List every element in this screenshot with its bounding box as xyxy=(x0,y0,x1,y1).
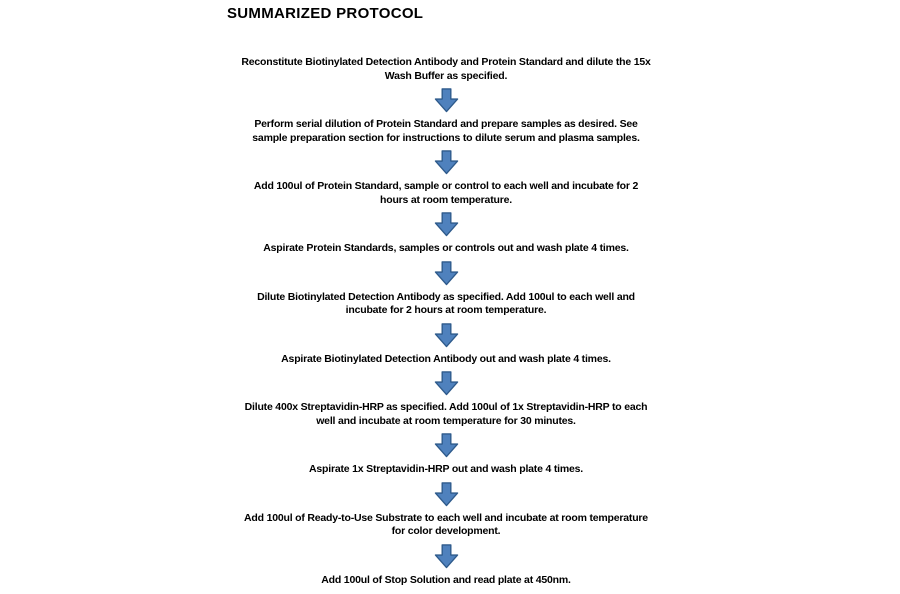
step-text-line: incubate for 2 hours at room temperature. xyxy=(345,304,547,316)
step-text-line: well and incubate at room temperature for 30 minutes. xyxy=(316,414,576,427)
down-arrow-icon xyxy=(434,212,459,237)
down-arrow-icon xyxy=(434,261,459,286)
step-text-line: Aspirate Protein Standards, samples or controls out and wash plate 4 times. xyxy=(263,242,629,254)
step-text-line: Wash Buffer as specified. xyxy=(384,69,508,82)
down-arrow-shape xyxy=(435,434,457,457)
down-arrow-shape xyxy=(435,151,457,174)
protocol-step xyxy=(222,242,670,256)
step-text-line: for color development. xyxy=(391,525,501,537)
down-arrow-shape xyxy=(435,372,457,395)
protocol-step xyxy=(222,512,670,539)
step-text-line: Add 100ul of Stop Solution and read plate at 450nm. xyxy=(321,573,571,586)
step-text-line: Add 100ul of Ready-to-Use Substrate to each well and incubate at room temperature xyxy=(244,511,648,524)
step-text-line: Aspirate 1x Streptavidin-HRP out and wash plate 4 times. xyxy=(309,463,583,475)
step-text-line: Dilute 400x Streptavidin-HRP as specified. Add 100ul of 1x Streptavidin-HRP to each xyxy=(244,401,648,413)
down-arrow-icon xyxy=(434,433,459,458)
down-arrow-shape xyxy=(435,482,457,505)
down-arrow-shape xyxy=(435,213,457,236)
down-arrow-shape xyxy=(435,89,457,112)
down-arrow-icon xyxy=(434,544,459,569)
down-arrow-icon xyxy=(434,88,459,113)
down-arrow-icon xyxy=(434,371,459,396)
down-arrow-icon xyxy=(434,323,459,348)
protocol-step xyxy=(222,401,670,428)
protocol-step xyxy=(222,291,670,318)
step-text-line: Add 100ul of Protein Standard, sample or control to each well and incubate for 2 xyxy=(253,180,639,192)
page-title: SUMMARIZED PROTOCOL xyxy=(227,5,424,22)
protocol-step xyxy=(222,574,670,588)
step-text-line: Dilute Biotinylated Detection Antibody as specified. Add 100ul to each well and xyxy=(257,290,635,303)
protocol-step xyxy=(222,56,670,83)
protocol-step xyxy=(222,180,670,207)
protocol-step xyxy=(222,463,670,477)
protocol-flow xyxy=(222,56,670,587)
protocol-step xyxy=(222,353,670,367)
content-column xyxy=(222,0,670,587)
protocol-step xyxy=(222,118,670,145)
step-text-line: Perform serial dilution of Protein Standard and prepare samples as desired. See xyxy=(254,118,638,130)
down-arrow-shape xyxy=(435,261,457,284)
step-text-line: Aspirate Biotinylated Detection Antibody out and wash plate 4 times. xyxy=(281,352,611,365)
down-arrow-shape xyxy=(435,544,457,567)
down-arrow-shape xyxy=(435,323,457,346)
step-text-line: Reconstitute Biotinylated Detection Antibody and Protein Standard and dilute the 15x xyxy=(241,56,651,68)
down-arrow-icon xyxy=(434,150,459,175)
step-text-line: hours at room temperature. xyxy=(380,193,512,206)
step-text-line: sample preparation section for instructions to dilute serum and plasma samples. xyxy=(252,131,640,144)
down-arrow-icon xyxy=(434,482,459,507)
